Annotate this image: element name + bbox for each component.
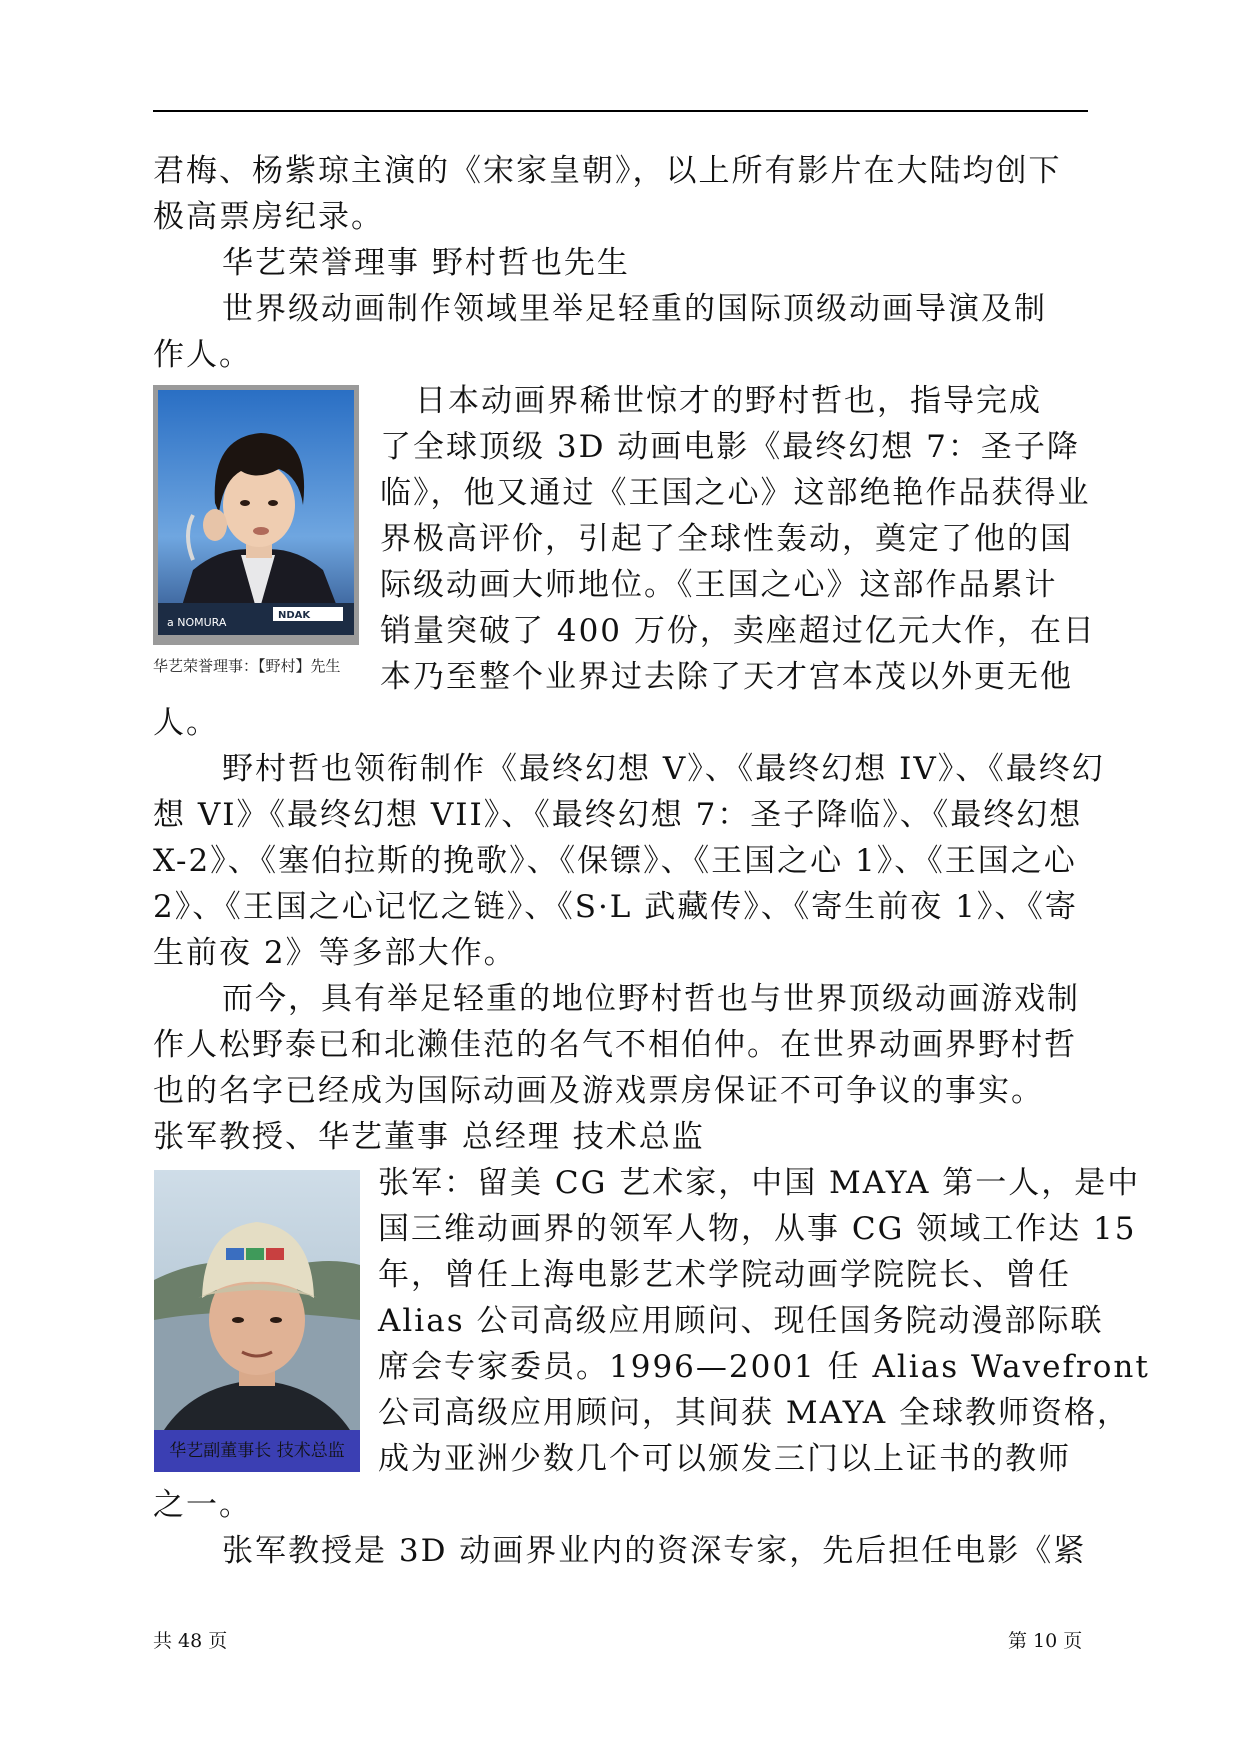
body-line: 了全球顶级 3D 动画电影《最终幻想 7：圣子降	[380, 429, 1080, 465]
body-line: 极高票房纪录。	[153, 199, 384, 235]
body-line: 界极高评价，引起了全球性轰动，奠定了他的国	[380, 521, 1073, 557]
body-line: 本乃至整个业界过去除了天才宫本茂以外更无他	[380, 659, 1073, 695]
body-line: 生前夜 2》等多部大作。	[153, 935, 517, 971]
body-line: 人。	[153, 705, 219, 741]
body-line: 席会专家委员。1996—2001 任 Alias Wavefront	[378, 1349, 1150, 1385]
body-line: 之一。	[153, 1487, 252, 1523]
footer-total-pages: 共 48 页	[153, 1630, 228, 1652]
body-line: 公司高级应用顾问，其间获 MAYA 全球教师资格，	[378, 1395, 1131, 1431]
section-heading-nomura: 华艺荣誉理事 野村哲也先生	[222, 245, 630, 281]
nomura-photo-caption: 华艺荣誉理事：【野村】先生	[153, 657, 341, 675]
header-rule	[153, 110, 1088, 112]
body-line: 野村哲也领衔制作《最终幻想 V》、《最终幻想 IV》、《最终幻	[222, 751, 1105, 787]
zhangjun-photo-caption: 华艺副董事长 技术总监	[154, 1430, 360, 1472]
body-line: 作人。	[153, 337, 252, 373]
body-line: 而今，具有举足轻重的地位野村哲也与世界顶级动画游戏制	[222, 981, 1080, 1017]
body-line: 张军教授是 3D 动画界业内的资深专家，先后担任电影《紧	[222, 1533, 1087, 1569]
body-line: 国三维动画界的领军人物，从事 CG 领域工作达 15	[378, 1211, 1137, 1247]
body-line: 作人松野泰已和北濑佳范的名气不相伯仲。在世界动画界野村哲	[153, 1027, 1077, 1063]
body-line: 世界级动画制作领域里举足轻重的国际顶级动画导演及制	[222, 291, 1047, 327]
body-line: 日本动画界稀世惊才的野村哲也，指导完成	[415, 383, 1042, 419]
body-line: 张军：留美 CG 艺术家，中国 MAYA 第一人，是中	[378, 1165, 1141, 1201]
footer-page-number: 第 10 页	[1008, 1630, 1083, 1652]
sponsor-logo-text: NDAK	[278, 610, 311, 621]
body-line: 成为亚洲少数几个可以颁发三门以上证书的教师	[378, 1441, 1071, 1477]
section-heading-zhangjun: 张军教授、华艺董事 总经理 技术总监	[153, 1119, 705, 1155]
body-line: 年，曾任上海电影艺术学院动画学院院长、曾任	[378, 1257, 1071, 1293]
nameplate-text: a NOMURA	[167, 616, 227, 629]
zhangjun-photo	[154, 1170, 360, 1472]
body-line: X-2》、《塞伯拉斯的挽歌》、《保镖》、《王国之心 1》、《王国之心	[153, 843, 1077, 879]
body-line: 临》，他又通过《王国之心》这部绝艳作品获得业	[380, 475, 1091, 511]
nomura-photo	[153, 385, 359, 645]
body-line: 君梅、杨紫琼主演的《宋家皇朝》，以上所有影片在大陆均创下	[153, 153, 1062, 189]
body-line: 也的名字已经成为国际动画及游戏票房保证不可争议的事实。	[153, 1073, 1044, 1109]
body-line: 际级动画大师地位。《王国之心》这部作品累计	[380, 567, 1058, 603]
body-line: 想 VI》《最终幻想 VII》、《最终幻想 7：圣子降临》、《最终幻想	[153, 797, 1083, 833]
body-line: 销量突破了 400 万份，卖座超过亿元大作，在日	[380, 613, 1096, 649]
body-line: 2》、《王国之心记忆之链》、《S·L 武藏传》、《寄生前夜 1》、《寄	[153, 889, 1078, 925]
body-line: Alias 公司高级应用顾问、现任国务院动漫部际联	[378, 1303, 1104, 1339]
